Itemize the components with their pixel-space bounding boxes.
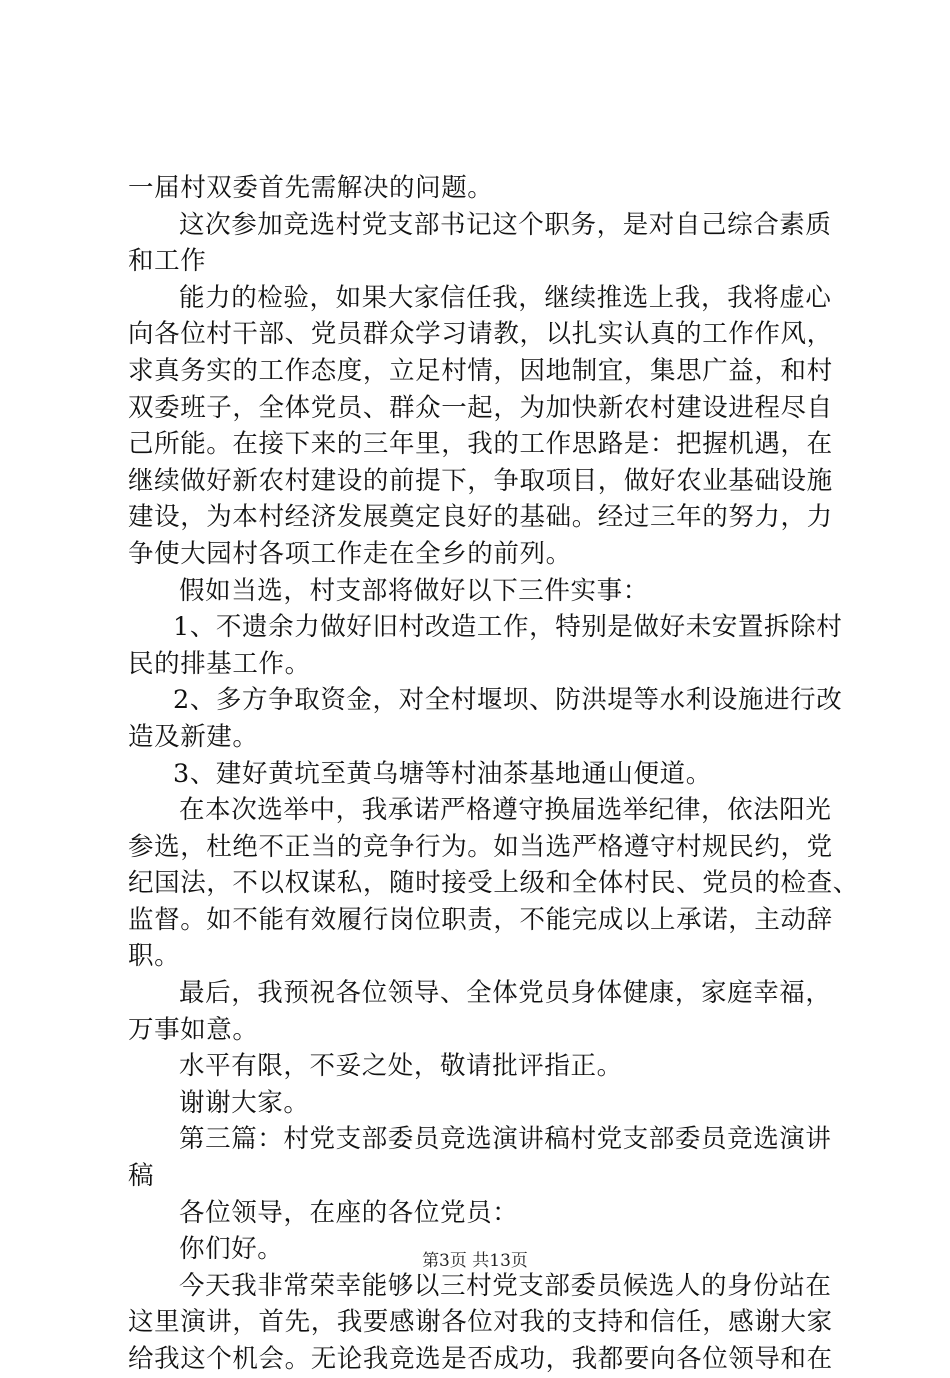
text-line: 稿 (128, 1161, 155, 1192)
text-line: 这里演讲，首先，我要感谢各位对我的支持和信任，感谢大家 (128, 1307, 833, 1338)
text-line: 一届村双委首先需解决的问题。 (128, 173, 494, 203)
text-line: 己所能。在接下来的三年里，我的工作思路是：把握机遇，在 (128, 429, 833, 460)
section-heading: 第三篇：村党支部委员竞选演讲稿村党支部委员竞选演讲 (179, 1124, 832, 1155)
text-line: 给我这个机会。无论我竞选是否成功，我都要向各位领导和在 (128, 1344, 833, 1374)
text-line: 今天我非常荣幸能够以三村党支部委员候选人的身份站在 (179, 1270, 832, 1301)
text-line: 2、多方争取资金，对全村堰坝、防洪堤等水利设施进行改 (173, 685, 843, 716)
text-line: 最后，我预祝各位领导、全体党员身体健康，家庭幸福， (179, 978, 832, 1009)
text-line: 职。 (128, 941, 181, 972)
text-line: 你们好。 (179, 1234, 284, 1265)
text-line: 这次参加竞选村党支部书记这个职务，是对自己综合素质 (179, 209, 832, 240)
text-line: 1、不遗余力做好旧村改造工作，特别是做好未安置拆除村 (173, 612, 843, 643)
text-line: 纪国法，不以权谋私，随时接受上级和全体村民、党员的检查、 (128, 868, 859, 899)
document-body (128, 170, 859, 1378)
text-line: 建设，为本村经济发展奠定良好的基础。经过三年的努力，力 (128, 502, 833, 533)
text-line: 向各位村干部、党员群众学习请教，以扎实认真的工作作风， (128, 319, 833, 350)
text-line: 各位领导，在座的各位党员： (179, 1197, 519, 1228)
text-line: 能力的检验，如果大家信任我，继续推选上我，我将虚心 (179, 282, 832, 313)
page-footer: 第3页 共13页 (422, 1251, 528, 1271)
text-line: 万事如意。 (128, 1014, 259, 1045)
text-line: 争使大园村各项工作走在全乡的前列。 (128, 538, 572, 569)
text-line: 水平有限，不妥之处，敬请批评指正。 (179, 1051, 623, 1082)
text-line: 参选，杜绝不正当的竞争行为。如当选严格遵守村规民约，党 (128, 831, 833, 862)
text-line: 双委班子，全体党员、群众一起，为加快新农村建设进程尽自 (128, 392, 833, 423)
text-line: 假如当选，村支部将做好以下三件实事： (179, 575, 649, 606)
text-line: 3、建好黄坑至黄乌塘等村油茶基地通山便道。 (173, 758, 712, 789)
text-line: 在本次选举中，我承诺严格遵守换届选举纪律，依法阳光 (179, 795, 832, 826)
text-line: 造及新建。 (128, 721, 259, 752)
text-line: 谢谢大家。 (179, 1087, 310, 1118)
text-line: 求真务实的工作态度，立足村情，因地制宜，集思广益，和村 (128, 355, 833, 386)
text-line: 继续做好新农村建设的前提下，争取项目，做好农业基础设施 (128, 465, 833, 496)
text-line: 监督。如不能有效履行岗位职责，不能完成以上承诺，主动辞 (128, 904, 833, 935)
text-line: 和工作 (128, 246, 207, 277)
text-line: 民的排基工作。 (128, 648, 311, 679)
